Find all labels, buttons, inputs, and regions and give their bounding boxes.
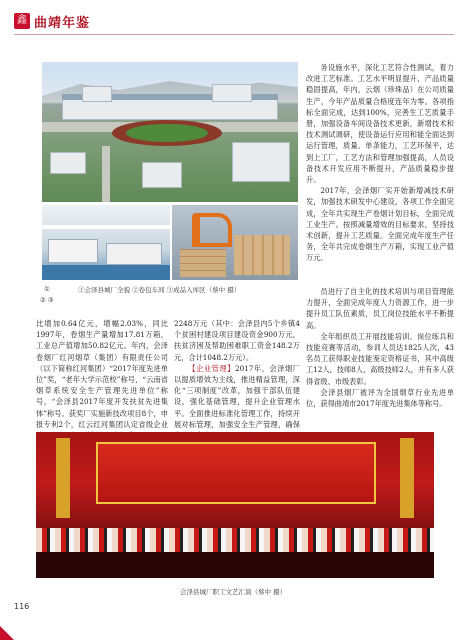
middle-column-bottom [174,318,300,428]
paragraph: 员进行了自主化的技术培训与项目管理能力提升，全面完成年度人力资源工作，进一步提升员工队伍素质，员工岗位技能水平不断提高。 [306,287,454,330]
paragraph [174,363,300,441]
paragraph: 2248万元（其中：会泽县内5个乡镇4个贫困村建设项目建设资金900万元，扶贫济困及帮助困难职工资金148.2万元，合计1048.2万元）。 [174,319,300,362]
paragraph: 务设施水平，深化工艺符合性测试，着力改进工艺标准。工艺水平明显提升，产品质量稳固提高，年内，云烟（珍珠品）在公司质量生产，今年产品质量合格度连年为零。各项指标全面完成，达到100%，完善生工艺质量手册，加强设备车间设备技术更新，新增技术和技术测试调研，使设备运行应用和能全面达到运行管理，质量、单条能力，工艺环保平，达到上工厂，工艺方法和管理加强提高，人员设备技术开发应用不断提升，产品质量稳步提升。 [306,63,454,185]
header-divider [14,34,454,35]
photo-number-1: ① [44,285,50,293]
yearbook-logo-icon: 鑫 [14,13,30,29]
page-header [14,10,90,32]
factory-overview-photo [42,62,298,202]
page-number: 116 [14,602,30,611]
paragraph: 全年组织员工开展技能培训、岗位练兵和技能竞赛等活动，参训人员达1825人次，43名员工获得职业技能鉴定资格证书，其中高级工12人，技师8人，高级技师2人，并有多人获得省级、市级表彰。 [306,331,454,386]
left-column-bottom [36,318,168,428]
paragraph: 2017年，会泽烟厂实开始新增减技术研发，加强技术研发中心建设，各项工作全面完成，全年共实现生产卷烟计划目标，全面完成工业生产。按照减量增效的目标要求，坚持技术创新，提升工艺质量。全面完成年度生产任务，全年共完成卷烟生产万箱，实现工业产值万元。 [306,186,454,263]
bottom-photo-caption: 会泽县城厂职工文艺汇演（蔡中 摄） [180,588,287,596]
section-label: 【企业管理】 [188,363,236,373]
finished-goods-warehouse-photo [172,205,298,280]
paragraph: 会泽县烟厂被评为全国烟草行业先进单位，获得曲靖市2017年度先进集体等称号。 [306,387,454,409]
paragraph: 比增加0.64亿元，增幅2.03%，同比1997年，卷烟生产量增加17.81万箱，工业总产值增加50.82亿元。年内，会泽卷烟厂红河烟草（集团）有限责任公司（以下简称红河集团）“2017年度先进单位”奖，“老年大学示范校”称号，“云南省烟草系统安全生产管理先进单位”称号，“会泽县2017年度开发扶贫先进集体”称号。获奖厂实施新技改项目8个，申报专利2个，红云红河集团认定省级企业 [36,319,168,429]
right-column-top [306,62,454,284]
cigarette-workshop-photo [42,205,170,280]
corner-decoration [0,626,14,640]
photo-number-2-3: ② ③ [40,296,54,304]
top-photo-caption: ①会泽县城厂全貌 ②卷包车间 ③成品入库区（蔡中 摄） [78,286,241,294]
yearbook-title: 曲靖年鉴 [34,15,91,31]
section-text: 2017年，会泽烟厂以提质增效为主线，推进精益管理，深化“三项制度”改革，加强干部队伍建设，强化基础管理，提升企业管理水平。全面推进标准化管理工作，持续开展对标管理，加强安全生产管理，确保 [174,363,300,429]
staff-performance-photo [36,432,434,578]
right-column-bottom [306,286,454,426]
